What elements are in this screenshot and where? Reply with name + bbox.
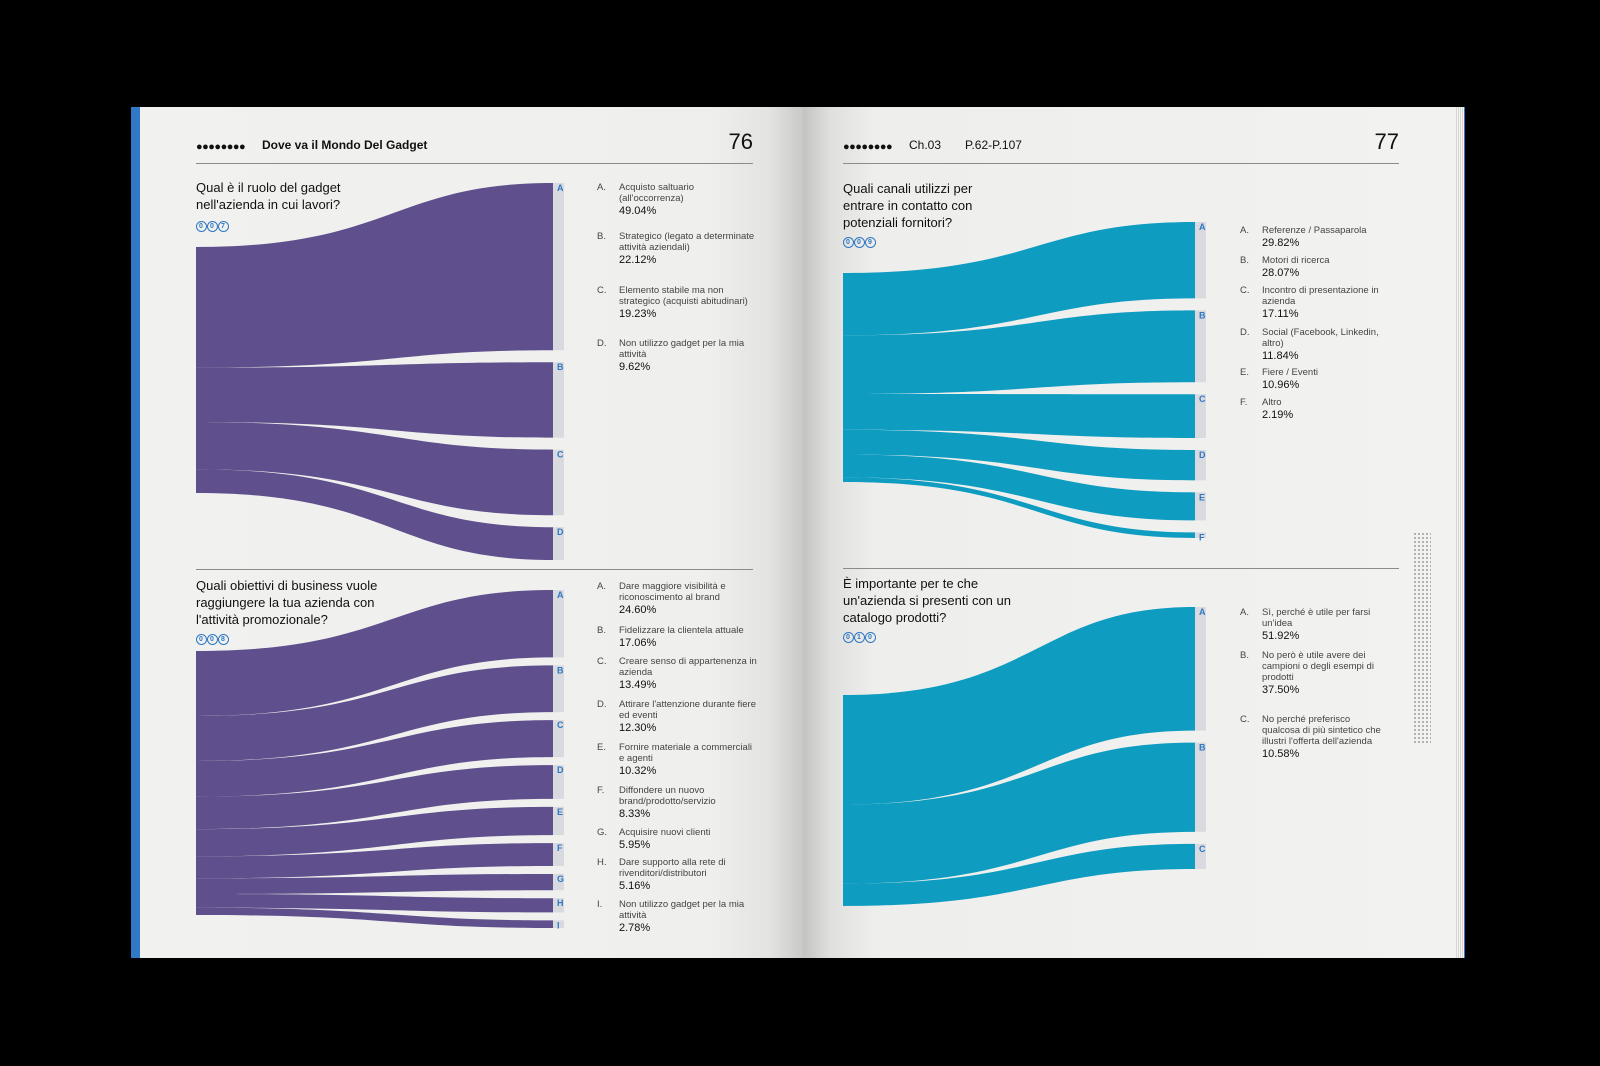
page-number: 76	[728, 129, 753, 154]
question-title: Quali canali utilizzi per entrare in contatto con potenziali fornitori?	[843, 181, 973, 230]
legend-key: E.	[597, 742, 606, 753]
category-key: G	[557, 873, 565, 884]
legend-key: B.	[597, 625, 606, 636]
category-key: C	[557, 720, 564, 731]
legend-value: 13.49%	[619, 679, 657, 691]
legend-label: Fornire materiale a commerciali e agenti 10.32%	[619, 742, 757, 778]
legend-key: C.	[1240, 714, 1250, 725]
category-key: C	[1199, 394, 1206, 405]
legend-key: B.	[597, 231, 606, 242]
legend-value: 22.12%	[619, 254, 657, 266]
target-bar-a	[1195, 607, 1206, 731]
legend-value: 12.30%	[619, 722, 657, 734]
legend-key: A.	[597, 182, 606, 193]
legend-label: Dare supporto alla rete di rivenditori/distributori 5.16%	[619, 857, 757, 893]
legend-key: B.	[1240, 650, 1249, 661]
legend-key: C.	[1240, 285, 1250, 296]
legend-label: Diffondere un nuovo brand/prodotto/servizio 8.33%	[619, 785, 757, 821]
legend-key: A.	[1240, 225, 1249, 236]
legend-value: 11.84%	[1262, 350, 1299, 362]
legend-label: Attirare l'attenzione durante fiere ed eventi 12.30%	[619, 699, 757, 734]
legend-key: G.	[597, 827, 608, 838]
category-key: C	[1199, 843, 1206, 854]
legend-label: Strategico (legato a determinate attività aziendali) 22.12%	[619, 231, 757, 267]
target-bar-b	[1195, 743, 1206, 832]
legend-key: I.	[597, 899, 603, 910]
legend-value: 5.16%	[619, 880, 651, 892]
legend-label: Sì, perché è utile per farsi un'idea 51.92%	[1262, 607, 1390, 643]
category-key: C	[557, 449, 564, 460]
page-range: P.62-P.107	[965, 138, 1022, 152]
legend-key: H.	[597, 857, 607, 868]
book-title: Dove va il Mondo Del Gadget	[262, 138, 428, 152]
legend-value: 10.96%	[1262, 379, 1300, 391]
category-key: D	[557, 765, 564, 776]
legend-key: B.	[1240, 255, 1249, 266]
code-digit: 1	[854, 632, 865, 643]
legend-value: 5.95%	[619, 839, 651, 851]
code-digit: 8	[218, 634, 229, 645]
legend-key: E.	[1240, 367, 1249, 378]
question-title: Qual è il ruolo del gadget nell'azienda in cui lavori?	[196, 180, 341, 212]
question-title: Quali obiettivi di business vuole raggiungere la tua azienda con l'attività promozionale?	[196, 578, 378, 627]
legend-label: Non utilizzo gadget per la mia attività 2.78%	[619, 899, 757, 935]
legend-label: Altro 2.19%	[1262, 397, 1390, 422]
legend-label: Incontro di presentazione in azienda 17.11%	[1262, 285, 1390, 321]
legend-value: 17.11%	[1262, 308, 1299, 320]
code-digit: 0	[854, 237, 865, 248]
legend-key: D.	[597, 338, 607, 349]
chapter-label: Ch.03	[909, 138, 942, 152]
category-key: E	[557, 806, 564, 817]
legend-value: 28.07%	[1262, 267, 1300, 279]
legend-key: D.	[597, 699, 607, 710]
legend-key: C.	[597, 285, 607, 296]
legend-value: 10.32%	[619, 765, 657, 777]
category-key: B	[1199, 310, 1206, 321]
legend-label: Non utilizzo gadget per la mia attività 9.62%	[619, 338, 757, 374]
code-digit: 0	[196, 634, 207, 645]
legend-value: 29.82%	[1262, 237, 1300, 249]
legend-key: F.	[597, 785, 605, 796]
category-key: D	[1199, 450, 1206, 461]
code-digit: 0	[207, 634, 218, 645]
legend-label: Acquisire nuovi clienti 5.95%	[619, 827, 757, 852]
legend-key: F.	[1240, 397, 1248, 408]
legend-key: A.	[597, 581, 606, 592]
legend-label: Social (Facebook, Linkedin, altro) 11.84%	[1262, 327, 1390, 363]
legend-label: Motori di ricerca 28.07%	[1262, 255, 1390, 280]
category-key: H	[557, 898, 564, 909]
category-key: B	[557, 665, 564, 676]
legend-value: 17.06%	[619, 637, 657, 649]
legend-key: D.	[1240, 327, 1250, 338]
category-key: D	[557, 527, 564, 538]
legend-label: Referenze / Passaparola 29.82%	[1262, 225, 1390, 250]
category-key: I	[557, 920, 560, 931]
header-dots: ●●●●●●●●	[843, 141, 893, 153]
legend-key: A.	[1240, 607, 1249, 618]
legend-label: No perché preferisco qualcosa di più sintetico che illustri l'offerta dell'azienda 10.58%	[1262, 714, 1390, 761]
category-key: B	[1199, 742, 1206, 753]
legend-label: Fiere / Eventi 10.96%	[1262, 367, 1390, 392]
legend-label: No però è utile avere dei campioni o degli esempi di prodotti 37.50%	[1262, 650, 1390, 697]
legend-value: 49.04%	[619, 205, 657, 217]
category-key: A	[557, 590, 564, 600]
category-key: A	[557, 183, 564, 193]
legend-value: 2.78%	[619, 922, 651, 934]
legend-label: Elemento stabile ma non strategico (acquisti abitudinari) 19.23%	[619, 285, 757, 321]
legend-value: 24.60%	[619, 604, 657, 616]
legend-value: 9.62%	[619, 361, 651, 373]
category-key: A	[1199, 222, 1206, 232]
legend-label: Creare senso di appartenenza in azienda 13.49%	[619, 656, 757, 691]
legend-value: 2.19%	[1262, 409, 1294, 421]
legend-label: Acquisto saltuario (all'occorrenza) 49.04%	[619, 182, 757, 218]
legend-value: 8.33%	[619, 808, 651, 820]
code-digit: 0	[843, 632, 854, 643]
page-number: 77	[1374, 129, 1399, 154]
code-digit: 9	[865, 237, 876, 248]
legend-value: 19.23%	[619, 308, 657, 320]
legend-value: 51.92%	[1262, 630, 1300, 642]
category-key: E	[1199, 492, 1206, 503]
code-digit: 0	[196, 221, 207, 232]
category-key: B	[557, 362, 564, 373]
code-digit: 0	[865, 632, 876, 643]
category-key: F	[557, 843, 563, 854]
legend-label: Dare maggiore visibilità e riconoscimento al brand 24.60%	[619, 581, 757, 617]
code-digit: 0	[207, 221, 218, 232]
header-dots: ●●●●●●●●	[196, 141, 246, 153]
legend-key: C.	[597, 656, 607, 667]
code-digit: 7	[218, 221, 229, 232]
legend-label: Fidelizzare la clientela attuale 17.06%	[619, 625, 757, 650]
legend-value: 37.50%	[1262, 684, 1300, 696]
category-key: F	[1199, 532, 1205, 543]
category-key: A	[1199, 607, 1206, 617]
code-digit: 0	[843, 237, 854, 248]
question-title: È importante per te che un'azienda si presenti con un catalogo prodotti?	[843, 576, 1011, 625]
legend-value: 10.58%	[1262, 748, 1300, 760]
